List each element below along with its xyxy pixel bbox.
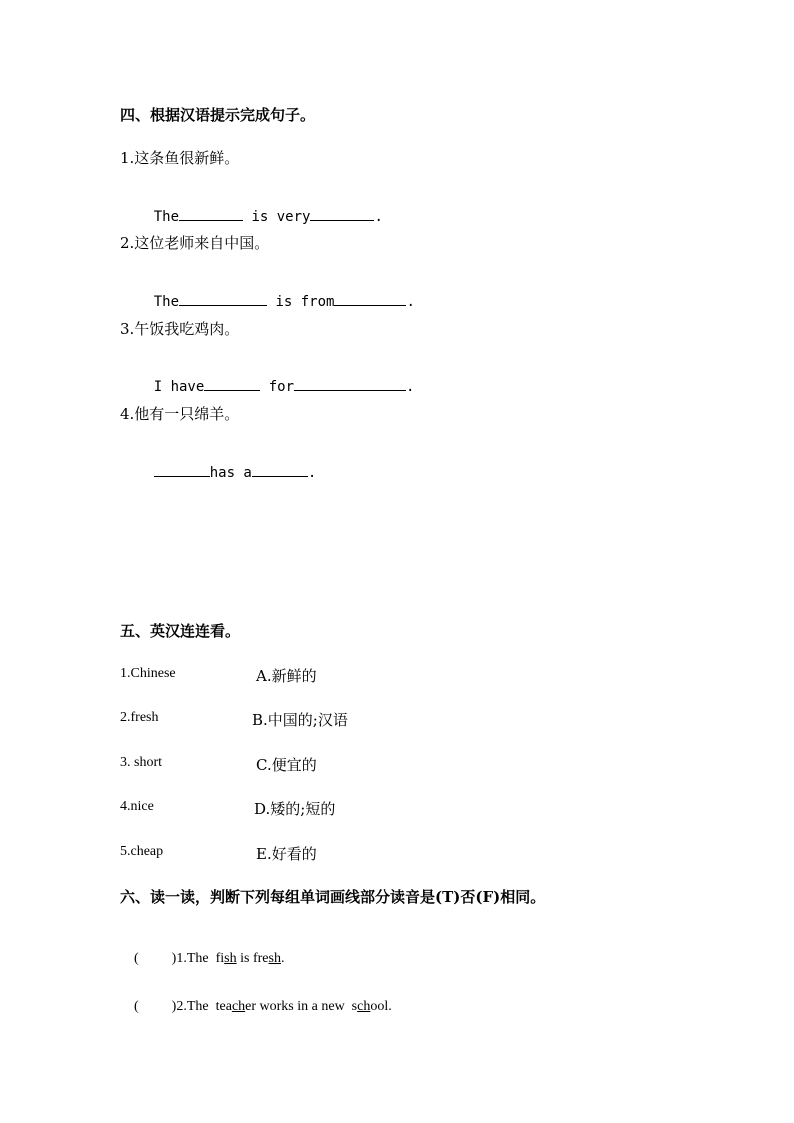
paren-open: (	[134, 951, 139, 966]
match-left-4: 4.nice	[120, 799, 154, 814]
answer-text: is very	[243, 209, 311, 225]
section-4-answer-line-4	[120, 447, 316, 497]
section-4-prompt-3: 3.午饭我吃鸡肉。	[120, 320, 240, 338]
match-right-c: C.便宜的	[256, 756, 317, 774]
answer-blank[interactable]	[334, 292, 406, 306]
paren-close: )	[171, 999, 177, 1014]
answer-text: .	[406, 294, 415, 310]
match-left-5: 5.cheap	[120, 844, 164, 859]
judge-question-1	[120, 935, 284, 983]
match-right-b: B.中国的;汉语	[252, 711, 348, 729]
paren-close: )	[171, 951, 177, 966]
answer-text: for	[260, 379, 295, 395]
section-4-heading: 四、根据汉语提示完成句子。	[120, 106, 316, 124]
answer-text: The	[153, 294, 180, 310]
match-right-e: E.好看的	[256, 845, 317, 863]
answer-text: .	[374, 209, 383, 225]
section-5-heading: 五、英汉连连看。	[120, 622, 241, 640]
answer-blank[interactable]	[204, 377, 260, 391]
match-right-a: A.新鲜的	[256, 667, 317, 685]
answer-text: .	[307, 465, 317, 481]
question-text: 1.The fi	[176, 951, 225, 966]
answer-text: I have	[153, 379, 205, 395]
section-4-prompt-1: 1.这条鱼很新鲜。	[120, 149, 240, 167]
answer-blank[interactable]	[179, 292, 267, 306]
match-right-d: D.矮的;短的	[254, 800, 336, 818]
question-text: 2.The tea	[176, 999, 232, 1014]
section-4-prompt-4: 4.他有一只绵羊。	[120, 405, 240, 423]
underlined-letters: sh	[268, 951, 281, 966]
question-text: ool.	[370, 999, 392, 1014]
paren-open: (	[134, 999, 139, 1014]
answer-blank[interactable]	[252, 463, 308, 477]
match-left-1: 1.Chinese	[120, 666, 176, 681]
section-6-heading: 六、读一读，判断下列每组单词画线部分读音是(T)否(F)相同。	[120, 888, 546, 906]
answer-text: has a	[209, 465, 252, 481]
answer-text: .	[406, 379, 415, 395]
answer-text: The	[153, 209, 180, 225]
answer-blank[interactable]	[154, 463, 210, 477]
underlined-letters: ch	[231, 999, 246, 1014]
underlined-letters: sh	[224, 951, 237, 966]
question-text: is fre	[236, 951, 269, 966]
answer-blank[interactable]	[179, 207, 243, 221]
answer-blank[interactable]	[294, 377, 406, 391]
answer-text: is from	[267, 294, 335, 310]
section-4-prompt-2: 2.这位老师来自中国。	[120, 234, 270, 252]
answer-blank[interactable]	[310, 207, 374, 221]
judge-question-2	[120, 983, 392, 1031]
underlined-letters: ch	[357, 999, 371, 1014]
match-left-3: 3. short	[120, 755, 162, 770]
question-text: er works in a new s	[245, 999, 358, 1014]
question-text: .	[280, 951, 285, 966]
match-left-2: 2.fresh	[120, 710, 159, 725]
